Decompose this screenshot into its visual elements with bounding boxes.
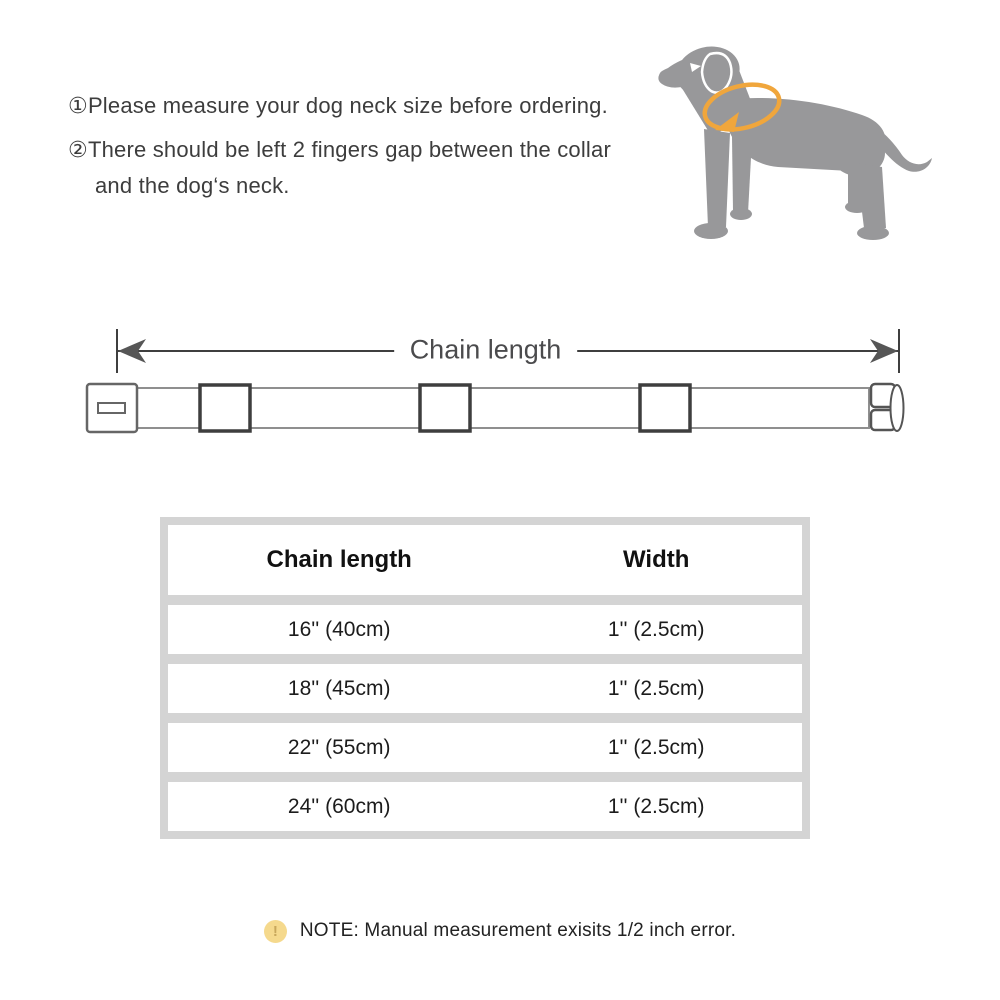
table-header-row <box>168 525 802 595</box>
collar-svg <box>85 382 905 434</box>
cell-chain-length: 18'' (45cm) <box>287 676 391 700</box>
instruction-2 <box>68 132 643 204</box>
measuring-instructions <box>68 88 643 212</box>
cell-width: 1'' (2.5cm) <box>607 735 705 759</box>
table-row <box>168 782 802 831</box>
instruction-1-text: Please measure your dog neck size before ordering. <box>87 93 608 118</box>
cell-width: 1'' (2.5cm) <box>607 794 705 818</box>
dog-ear <box>702 53 731 93</box>
cell-chain-length: 24'' (60cm) <box>287 794 391 818</box>
note-text: NOTE: Manual measurement exisits 1/2 inch error. <box>299 920 737 941</box>
clasp-ring <box>891 385 904 431</box>
collar-keeper-2 <box>420 385 470 431</box>
chain-length-dimension <box>110 326 905 376</box>
cell-width: 1'' (2.5cm) <box>607 617 705 641</box>
cell-chain-length: 22'' (55cm) <box>287 735 391 759</box>
circled-number-2: ② <box>68 137 88 162</box>
dog-silhouette <box>658 40 932 240</box>
instruction-1 <box>68 88 643 124</box>
cell-chain-length: 16'' (40cm) <box>287 617 391 641</box>
collar-keeper-1 <box>200 385 250 431</box>
collar-keeper-3 <box>640 385 690 431</box>
exclamation-icon <box>264 920 287 943</box>
header-width: Width <box>622 546 690 573</box>
dog-silhouette-svg <box>630 25 960 260</box>
header-chain-length: Chain length <box>266 546 412 573</box>
chain-length-label: Chain length <box>394 334 578 365</box>
exclamation-glyph: ! <box>272 922 278 940</box>
collar-illustration <box>85 382 905 434</box>
dog-illustration <box>630 25 960 260</box>
measurement-note <box>0 916 1000 946</box>
buckle-slot <box>98 403 125 413</box>
table-row <box>168 605 802 654</box>
size-table <box>160 517 810 839</box>
table-row <box>168 723 802 772</box>
instruction-2-text: There should be left 2 fingers gap between the collar and the dog‘s neck. <box>87 137 611 198</box>
cell-width: 1'' (2.5cm) <box>607 676 705 700</box>
circled-number-1: ① <box>68 93 88 118</box>
table-row <box>168 664 802 713</box>
